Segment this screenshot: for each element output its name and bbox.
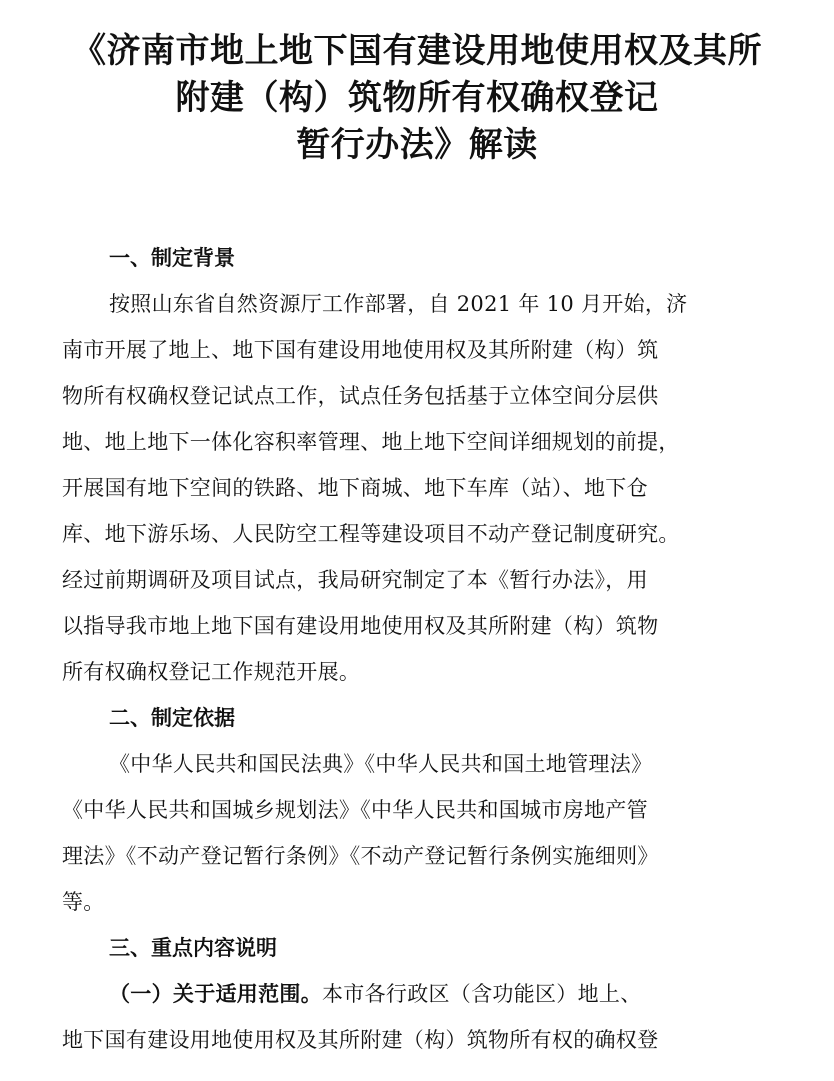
section-paragraph-background: [62, 281, 772, 695]
title-line-2: 附建（构）筑物所有权确权登记: [175, 78, 659, 118]
paragraph-line: 按照山东省自然资源厅工作部署，自 2021 年 10 月开始，济: [109, 292, 688, 316]
title-line-3: 暂行办法》解读: [296, 125, 538, 165]
document-body: [62, 235, 772, 1063]
paragraph-line: 《中华人民共和国民法典》《中华人民共和国土地管理法》: [109, 752, 653, 776]
paragraph-line: [62, 971, 772, 1017]
paragraph-line: 物所有权确权登记试点工作，试点任务包括基于立体空间分层供: [62, 384, 659, 408]
paragraph-line: 《中华人民共和国城乡规划法》《中华人民共和国城市房地产管: [62, 798, 648, 822]
title-line-1: 《济南市地上地下国有建设用地使用权及其所: [72, 31, 762, 71]
paragraph-line: 南市开展了地上、地下国有建设用地使用权及其所附建（构）筑: [62, 338, 659, 362]
paragraph-line: 开展国有地下空间的铁路、地下商城、地下车库（站）、地下仓: [62, 476, 648, 500]
paragraph-text: 本市各行政区（含功能区）地上、: [322, 982, 642, 1006]
paragraph-line: 地、地上地下一体化容积率管理、地上地下空间详细规划的前提，: [62, 430, 680, 454]
section-heading-basis: 二、制定依据: [109, 706, 235, 730]
paragraph-line: 所有权确权登记工作规范开展。: [62, 660, 361, 684]
section-heading-key-content: 三、重点内容说明: [109, 936, 277, 960]
paragraph-line: 等。: [62, 890, 105, 914]
paragraph-line: 经过前期调研及项目试点，我局研究制定了本《暂行办法》，用: [62, 568, 648, 592]
paragraph-line: 库、地下游乐场、人民防空工程等建设项目不动产登记制度研究。: [62, 522, 680, 546]
document-title: [62, 28, 772, 169]
sub-label-scope: （一）关于适用范围。: [109, 981, 322, 1006]
section-paragraph-key-content: [62, 971, 772, 1063]
paragraph-line: 以指导我市地上地下国有建设用地使用权及其所附建（构）筑物: [62, 614, 659, 638]
section-paragraph-basis: [62, 741, 772, 925]
paragraph-line: 地下国有建设用地使用权及其所附建（构）筑物所有权的确权登: [62, 1028, 659, 1052]
section-heading-background: 一、制定背景: [109, 246, 235, 270]
paragraph-line: 理法》《不动产登记暂行条例》《不动产登记暂行条例实施细则》: [62, 844, 659, 868]
